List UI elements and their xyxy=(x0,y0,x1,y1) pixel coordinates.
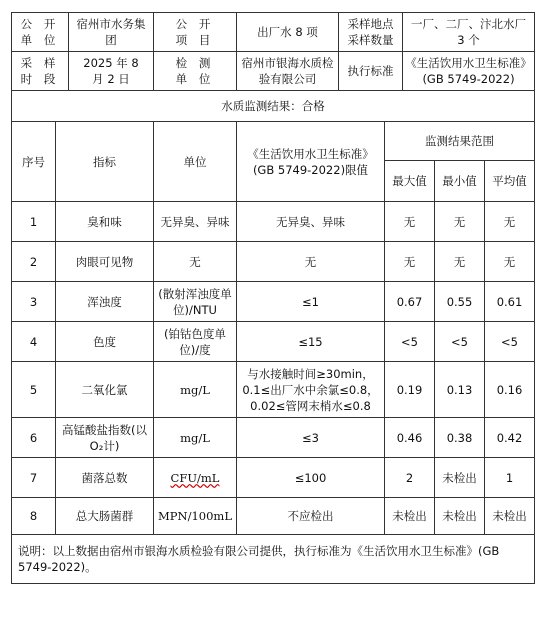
cell-indicator: 高锰酸盐指数(以O₂计) xyxy=(56,418,154,458)
cell-unit: 无异臭、异味 xyxy=(154,202,237,242)
cell-limit: ≤3 xyxy=(237,418,385,458)
table-row xyxy=(12,362,535,418)
cell-min: 未检出 xyxy=(435,458,485,498)
cell-indicator: 总大肠菌群 xyxy=(56,498,154,535)
publish-unit-value: 宿州市水务集团 xyxy=(69,13,154,52)
test-unit-label: 检 测 单 位 xyxy=(154,52,237,91)
cell-max: 无 xyxy=(385,242,435,282)
cell-max: 无 xyxy=(385,202,435,242)
cell-unit: MPN/100mL xyxy=(154,498,237,535)
cell-max: <5 xyxy=(385,322,435,362)
cell-max: 0.19 xyxy=(385,362,435,418)
cell-indicator: 肉眼可见物 xyxy=(56,242,154,282)
cell-indicator: 菌落总数 xyxy=(56,458,154,498)
cell-unit: mg/L xyxy=(154,418,237,458)
cell-no: 6 xyxy=(12,418,56,458)
water-quality-report xyxy=(11,12,534,584)
results-table xyxy=(11,121,535,584)
cell-limit: 无 xyxy=(237,242,385,282)
col-unit: 单位 xyxy=(154,122,237,202)
table-row xyxy=(12,418,535,458)
cell-unit: (铂钴色度单位)/度 xyxy=(154,322,237,362)
sample-period-label: 采 样 时 段 xyxy=(12,52,69,91)
col-no: 序号 xyxy=(12,122,56,202)
table-row xyxy=(12,202,535,242)
table-row xyxy=(12,322,535,362)
cell-no: 5 xyxy=(12,362,56,418)
sample-location-value: 一厂、二厂、汴北水厂 3 个 xyxy=(403,13,535,52)
cell-min: 无 xyxy=(435,242,485,282)
col-avg: 平均值 xyxy=(485,161,535,202)
sample-period-value: 2025 年 8 月 2 日 xyxy=(69,52,154,91)
cell-min: 无 xyxy=(435,202,485,242)
cell-avg: 无 xyxy=(485,242,535,282)
table-row xyxy=(12,242,535,282)
note-text: 说明：以上数据由宿州市银海水质检验有限公司提供，执行标准为《生活饮用水卫生标准》(GB 5749-2022)。 xyxy=(12,535,535,584)
result-line: 水质监测结果：合格 xyxy=(12,91,535,122)
cell-indicator: 色度 xyxy=(56,322,154,362)
cell-no: 1 xyxy=(12,202,56,242)
cell-avg: 1 xyxy=(485,458,535,498)
sample-location-label: 采样地点 采样数量 xyxy=(339,13,403,52)
standard-label: 执行标准 xyxy=(339,52,403,91)
info-table xyxy=(11,12,535,122)
cell-min: 0.38 xyxy=(435,418,485,458)
cell-max: 未检出 xyxy=(385,498,435,535)
cell-min: 0.55 xyxy=(435,282,485,322)
cell-no: 3 xyxy=(12,282,56,322)
standard-value: 《生活饮用水卫生标准》(GB 5749-2022) xyxy=(403,52,535,91)
cell-no: 8 xyxy=(12,498,56,535)
cell-unit: CFU/mL xyxy=(154,458,237,498)
table-row xyxy=(12,498,535,535)
col-indicator: 指标 xyxy=(56,122,154,202)
cell-min: <5 xyxy=(435,322,485,362)
cell-max: 0.67 xyxy=(385,282,435,322)
cell-min: 未检出 xyxy=(435,498,485,535)
cell-avg: 未检出 xyxy=(485,498,535,535)
cell-no: 4 xyxy=(12,322,56,362)
cell-limit: ≤15 xyxy=(237,322,385,362)
publish-item-label: 公 开 项 目 xyxy=(154,13,237,52)
cell-unit: mg/L xyxy=(154,362,237,418)
publish-item-value: 出厂水 8 项 xyxy=(237,13,339,52)
cell-limit: ≤100 xyxy=(237,458,385,498)
test-unit-value: 宿州市银海水质检验有限公司 xyxy=(237,52,339,91)
cell-no: 7 xyxy=(12,458,56,498)
cell-indicator: 浑浊度 xyxy=(56,282,154,322)
publish-unit-label: 公 开 单 位 xyxy=(12,13,69,52)
cell-max: 2 xyxy=(385,458,435,498)
cell-limit: 不应检出 xyxy=(237,498,385,535)
col-limit: 《生活饮用水卫生标准》(GB 5749-2022)限值 xyxy=(237,122,385,202)
cell-indicator: 二氧化氯 xyxy=(56,362,154,418)
cell-avg: 0.16 xyxy=(485,362,535,418)
cell-indicator: 臭和味 xyxy=(56,202,154,242)
cell-limit: ≤1 xyxy=(237,282,385,322)
cell-avg: <5 xyxy=(485,322,535,362)
cell-avg: 无 xyxy=(485,202,535,242)
cell-unit: 无 xyxy=(154,242,237,282)
col-max: 最大值 xyxy=(385,161,435,202)
table-row xyxy=(12,458,535,498)
cell-min: 0.13 xyxy=(435,362,485,418)
cell-unit: (散射浑浊度单位)/NTU xyxy=(154,282,237,322)
cell-limit: 与水接触时间≥30min，0.1≤出厂水中余氯≤0.8，0.02≤管网末梢水≤0.8 xyxy=(237,362,385,418)
cell-limit: 无异臭、异味 xyxy=(237,202,385,242)
cell-avg: 0.61 xyxy=(485,282,535,322)
cell-avg: 0.42 xyxy=(485,418,535,458)
col-range: 监测结果范围 xyxy=(385,122,535,161)
col-min: 最小值 xyxy=(435,161,485,202)
table-row xyxy=(12,282,535,322)
cell-no: 2 xyxy=(12,242,56,282)
cell-max: 0.46 xyxy=(385,418,435,458)
